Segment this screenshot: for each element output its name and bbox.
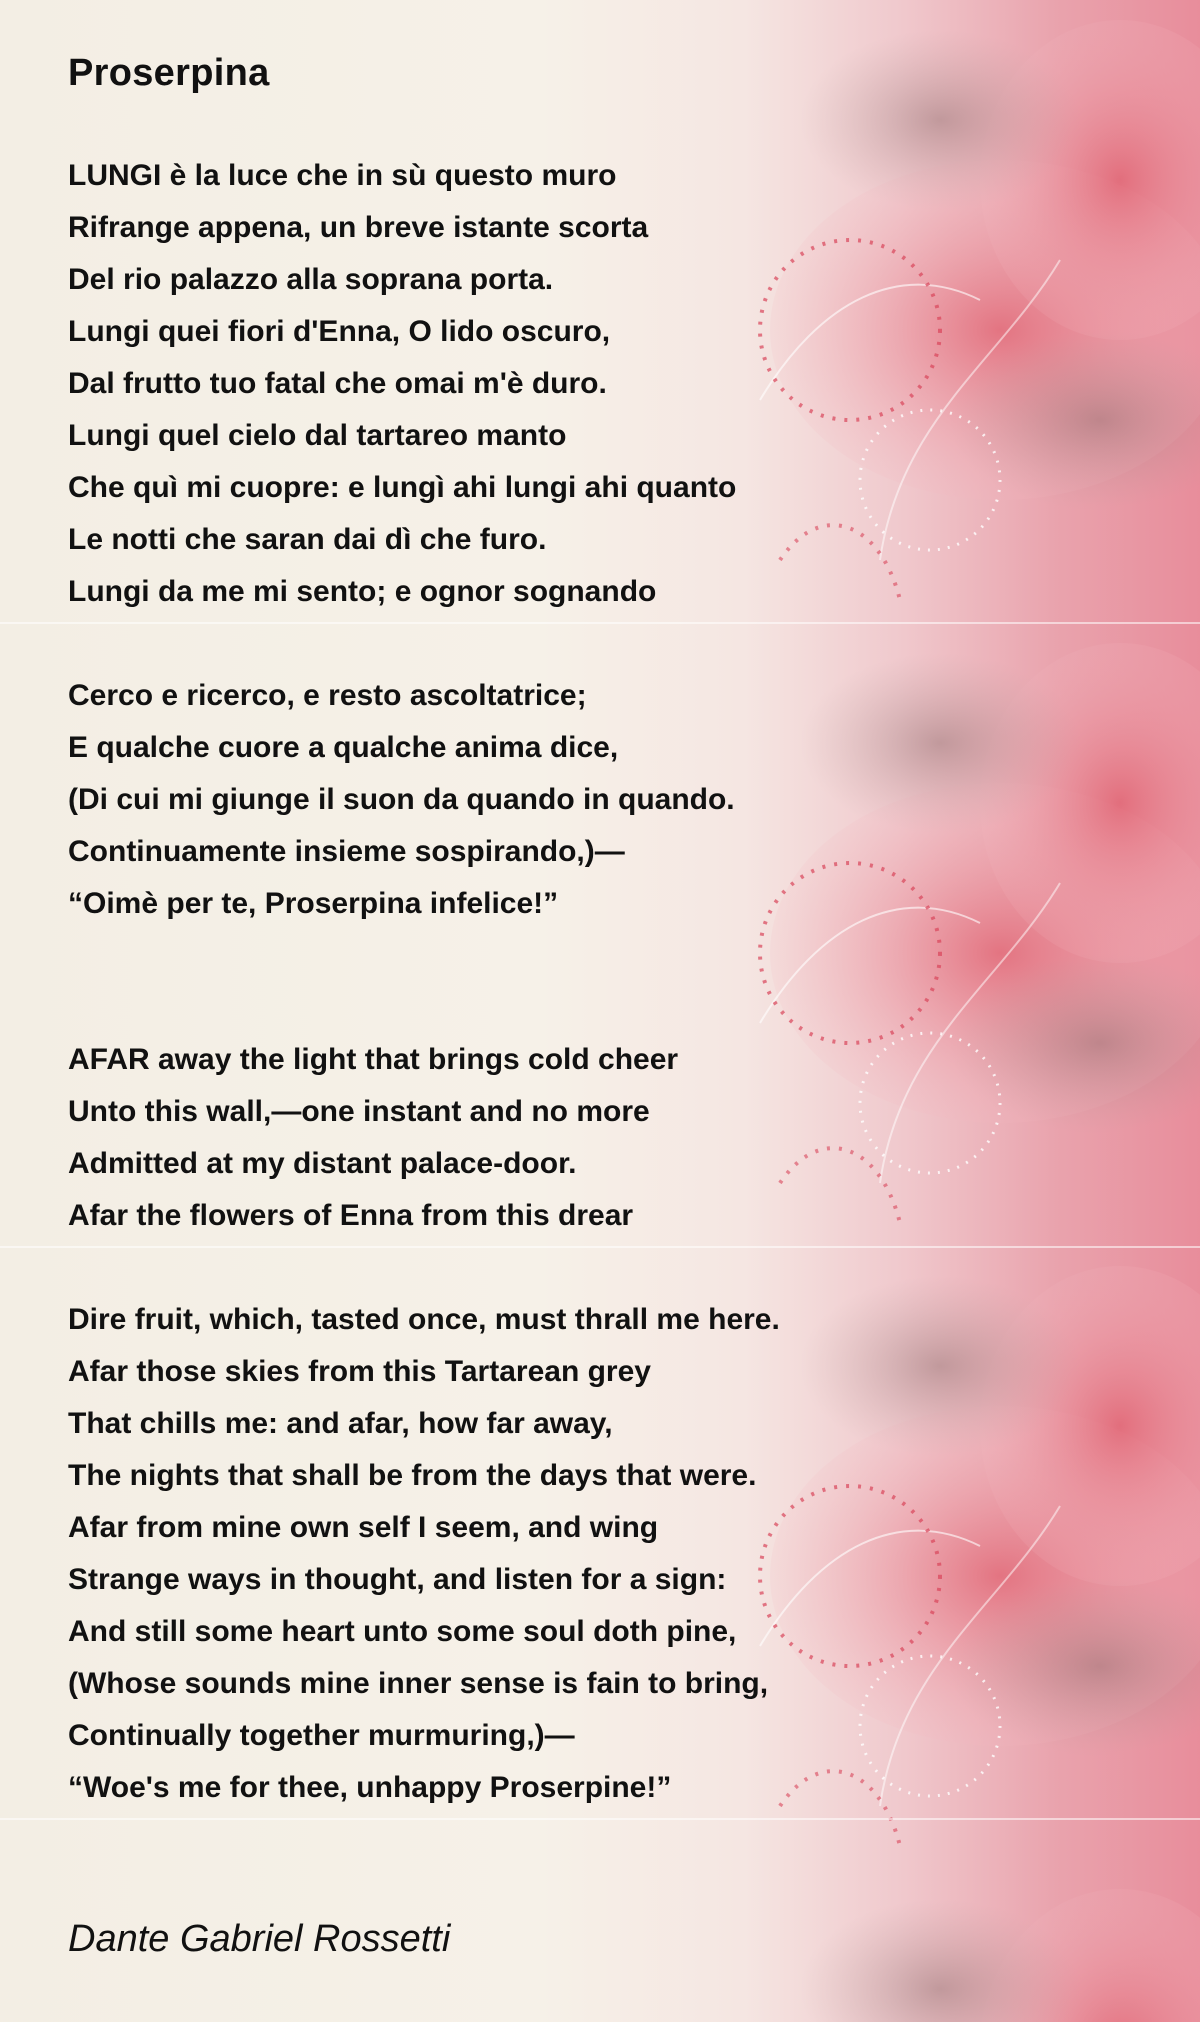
poem-line: Dal frutto tuo fatal che omai m'è duro. <box>68 367 607 400</box>
poem-line: (Whose sounds mine inner sense is fain to bring, <box>68 1667 769 1700</box>
poem-line: The nights that shall be from the days that were. <box>68 1459 757 1492</box>
poem-line: Lungi quel cielo dal tartareo manto <box>68 419 567 452</box>
poem-line: Admitted at my distant palace-door. <box>68 1147 577 1180</box>
stanza-gap <box>68 618 888 670</box>
poem-line: Strange ways in thought, and listen for a sign: <box>68 1563 727 1596</box>
poem-line: That chills me: and afar, how far away, <box>68 1407 613 1440</box>
poem-line: Afar those skies from this Tartarean grey <box>68 1355 651 1388</box>
poem-line: Lungi quei fiori d'Enna, O lido oscuro, <box>68 315 611 348</box>
poem-line: AFAR away the light that brings cold cheer <box>68 1043 679 1076</box>
poem-title: Proserpina <box>68 52 270 94</box>
poem-line: Cerco e ricerco, e resto ascoltatrice; <box>68 679 587 712</box>
poem-line: “Woe's me for thee, unhappy Proserpine!” <box>68 1771 672 1804</box>
stanza-gap <box>68 930 888 1034</box>
poem-line: Rifrange appena, un breve istante scorta <box>68 211 649 244</box>
poem-line: Del rio palazzo alla soprana porta. <box>68 263 554 296</box>
stanza-4 <box>68 1294 888 1814</box>
poem-line: And still some heart unto some soul doth pine, <box>68 1615 737 1648</box>
poem-line: Unto this wall,—one instant and no more <box>68 1095 650 1128</box>
poem-line: “Oimè per te, Proserpina infelice!” <box>68 887 559 920</box>
poem-line: E qualche cuore a qualche anima dice, <box>68 731 619 764</box>
poem-body <box>68 150 888 1814</box>
poem-line: Che quì mi cuopre: e lungì ahi lungi ahi quanto <box>68 471 737 504</box>
poem-line: Afar from mine own self I seem, and wing <box>68 1511 659 1544</box>
panel-seam <box>0 1818 1200 1820</box>
stanza-1 <box>68 150 888 618</box>
poem-line: Continuamente insieme sospirando,)— <box>68 835 625 868</box>
poem-line: (Di cui mi giunge il suon da quando in quando. <box>68 783 735 816</box>
poem-line: Continually together murmuring,)— <box>68 1719 575 1752</box>
stanza-3 <box>68 1034 888 1242</box>
poem-line: Dire fruit, which, tasted once, must thrall me here. <box>68 1303 780 1336</box>
poem-line: LUNGI è la luce che in sù questo muro <box>68 159 617 192</box>
poem-line: Le notti che saran dai dì che furo. <box>68 523 547 556</box>
poem-line: Lungi da me mi sento; e ognor sognando <box>68 575 657 608</box>
author-signature: Dante Gabriel Rossetti <box>68 1918 451 1960</box>
stanza-gap <box>68 1242 888 1294</box>
stanza-2 <box>68 670 888 930</box>
poem-line: Afar the flowers of Enna from this drear <box>68 1199 634 1232</box>
